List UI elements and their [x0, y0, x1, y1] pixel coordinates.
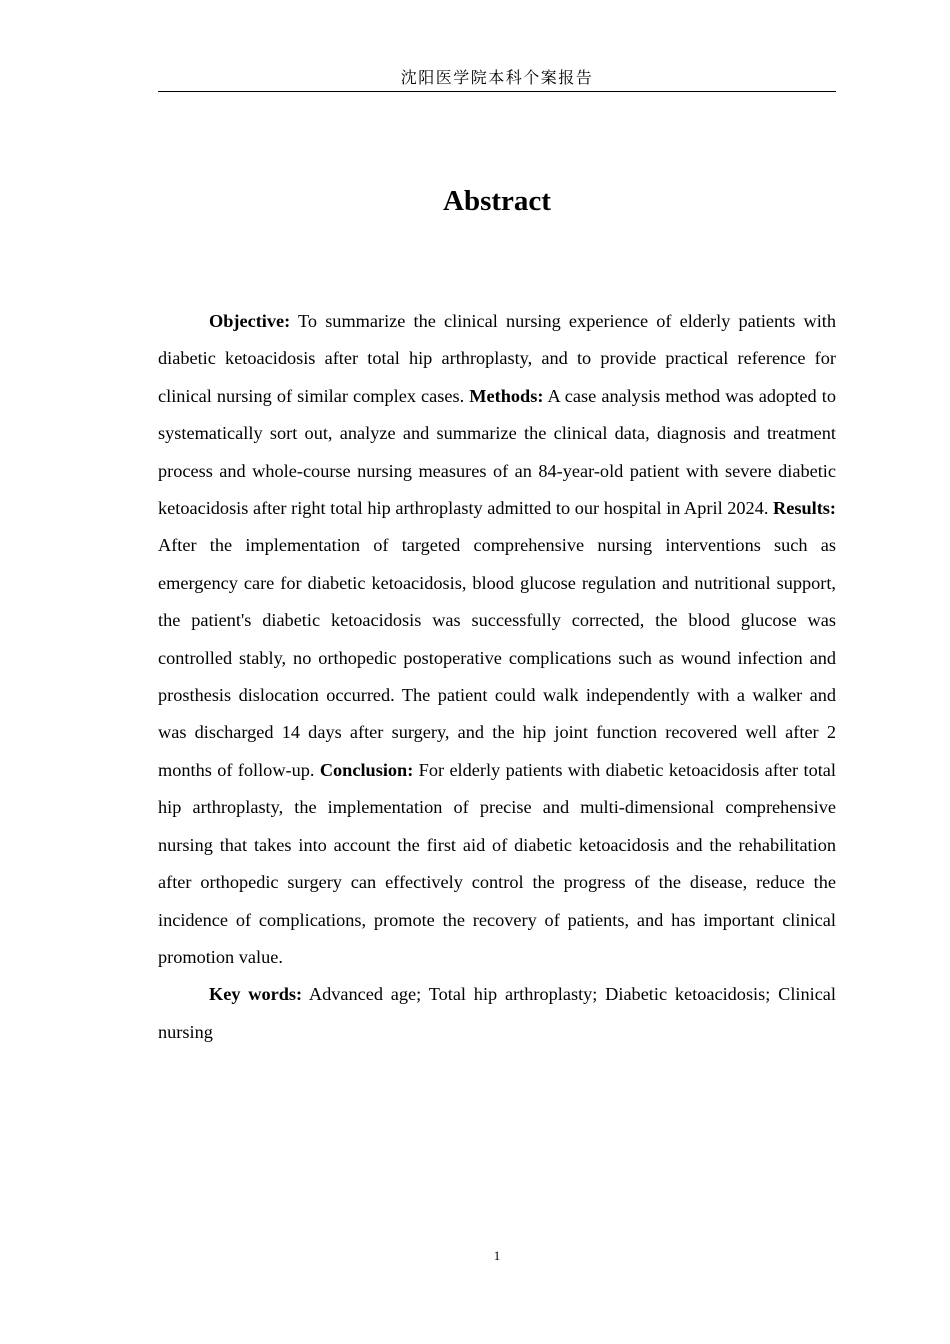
- header-rule: [158, 91, 836, 92]
- page-number: 1: [493, 1248, 501, 1263]
- methods-label: Methods:: [469, 385, 544, 406]
- abstract-paragraph: [158, 303, 836, 976]
- results-text: After the implementation of targeted comprehensive nursing interventions such as emergency care for diabetic ketoacidosis, blood glucose regulation and nutritional support, the patient's diabetic ketoacidosis was successfully corrected, the blood glucose was controlled stably, no orthopedic postoperative complications such as wound infection and prosthesis dislocation occurred. The patient could walk independently with a walker and was discharged 14 days after surgery, and the hip joint function recovered well after 2 months of follow-up.: [158, 535, 836, 780]
- conclusion-text: For elderly patients with diabetic ketoacidosis after total hip arthroplasty, the implementation of precise and multi-dimensional comprehensive nursing that takes into account the first aid of diabetic ketoacidosis and the rehabilitation after orthopedic surgery can effectively control the progress of the disease, reduce the incidence of complications, promote the recovery of patients, and has important clinical promotion value.: [158, 759, 836, 967]
- abstract-body: [158, 303, 836, 1051]
- results-label: Results:: [773, 498, 836, 519]
- keywords-text: Advanced age; Total hip arthroplasty; Diabetic ketoacidosis; Clinical nursing: [158, 984, 837, 1042]
- objective-label: Objective:: [209, 311, 291, 331]
- abstract-title: Abstract: [443, 185, 551, 217]
- conclusion-label: Conclusion:: [319, 759, 414, 780]
- methods-text: A case analysis method was adopted to systematically sort out, analyze and summarize the clinical data, diagnosis and treatment process and whole-course nursing measures of an 84-year-old patient with severe diabetic ketoacidosis after right total hip arthroplasty admitted to our hospital in April 2024.: [158, 385, 836, 519]
- objective-text: To summarize the clinical nursing experience of elderly patients with diabetic ketoacidosis after total hip arthroplasty, and to provide practical reference for clinical nursing of similar complex cases.: [158, 311, 836, 406]
- keywords-label: Key words:: [209, 984, 303, 1005]
- running-header: 沈阳医学院本科个案报告: [400, 68, 594, 87]
- keywords-paragraph: [158, 976, 836, 1051]
